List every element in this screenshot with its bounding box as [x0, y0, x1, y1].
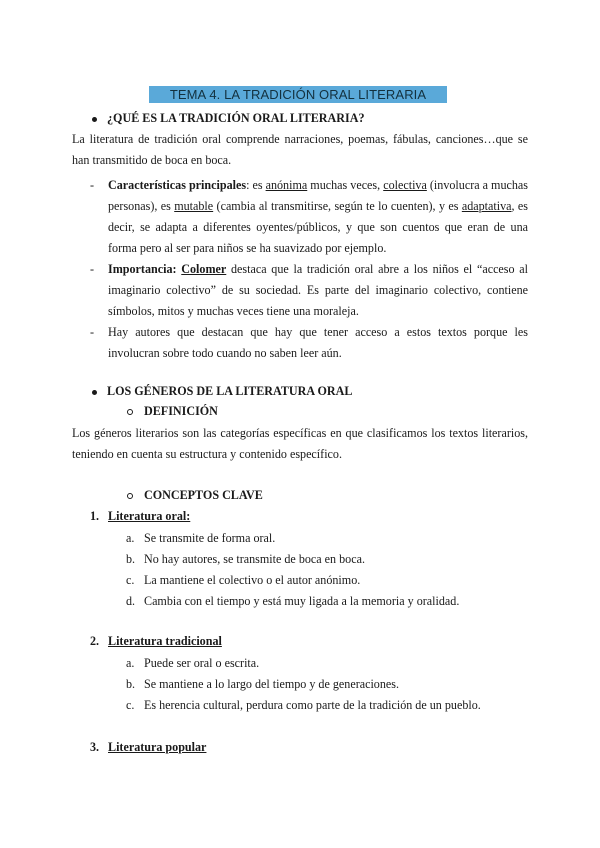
- text-fragment: destaca que la tradición oral abre a los niños el “acceso al: [226, 262, 529, 276]
- intro-line-2: han transmitido de boca en boca.: [72, 153, 232, 167]
- importancia-label: Importancia:: [108, 262, 177, 276]
- importancia-line-2: imaginario colectivo” de su sociedad. Es parte del imaginario colectivo, contiene: [108, 283, 528, 297]
- sub-bullet-circle: [127, 409, 133, 415]
- concept-title-literatura-oral: Literatura oral:: [108, 509, 191, 523]
- page-title: TEMA 4. LA TRADICIÓN ORAL LITERARIA: [149, 86, 447, 103]
- text-fragment: personas), es: [108, 199, 175, 213]
- term-mutable: mutable: [174, 199, 214, 213]
- list-dash: -: [90, 262, 95, 276]
- point-text: Cambia con el tiempo y está muy ligada a la memoria y oralidad.: [144, 594, 460, 608]
- bullet-dot: [92, 117, 97, 122]
- point-letter: b.: [126, 677, 136, 691]
- point-letter: c.: [126, 698, 135, 712]
- concept-title-literatura-popular: Literatura popular: [108, 740, 207, 754]
- term-adaptativa: adaptativa: [461, 199, 512, 213]
- importancia-line-3: símbolos, mitos y muchas veces tiene una moraleja.: [108, 304, 359, 318]
- bullet-dot: [92, 390, 97, 395]
- point-text: La mantiene el colectivo o el autor anónimo.: [144, 573, 361, 587]
- concept-number: 2.: [90, 634, 100, 648]
- section-heading-tradicion: ¿QUÉ ES LA TRADICIÓN ORAL LITERARIA?: [107, 111, 365, 125]
- point-text: Es herencia cultural, perdura como parte de la tradición de un pueblo.: [144, 698, 481, 712]
- text-fragment: (cambia al transmitirse, según te lo cuenten), y es: [213, 199, 462, 213]
- subheading-definicion: DEFINICIÓN: [144, 404, 218, 418]
- term-anonima: anónima: [265, 178, 308, 192]
- concept-number: 1.: [90, 509, 100, 523]
- subheading-conceptos-clave: CONCEPTOS CLAVE: [144, 488, 263, 502]
- caracteristicas-line-4: forma pero al ser para niños se ha suavizado por ejemplo.: [108, 241, 387, 255]
- point-text: Se mantiene a lo largo del tiempo y de generaciones.: [144, 677, 400, 691]
- text-fragment: , es: [511, 199, 529, 213]
- text-fragment: : es: [246, 178, 266, 192]
- caracteristicas-line-3: decir, se adapta a diferentes oyentes/públicos, y que son cuentos que eran de una: [108, 220, 528, 234]
- definition-line-1: Los géneros literarios son las categorías específicas en que clasificamos los textos literarios,: [72, 426, 528, 440]
- sub-bullet-circle: [127, 493, 133, 499]
- text-fragment: (involucra a muchas: [426, 178, 528, 192]
- section-heading-generos: LOS GÉNEROS DE LA LITERATURA ORAL: [107, 384, 353, 398]
- concept-title-literatura-tradicional: Literatura tradicional: [108, 634, 222, 648]
- point-text: No hay autores, se transmite de boca en boca.: [144, 552, 365, 566]
- point-letter: a.: [126, 531, 135, 545]
- point-letter: d.: [126, 594, 136, 608]
- text-fragment: muchas veces,: [307, 178, 384, 192]
- intro-line-1: La literatura de tradición oral comprende narraciones, poemas, fábulas, canciones…que se: [72, 132, 528, 146]
- concept-number: 3.: [90, 740, 100, 754]
- importancia-line-1: [108, 262, 528, 277]
- author-colomer: Colomer: [181, 262, 227, 276]
- point-letter: c.: [126, 573, 135, 587]
- point-text: Se transmite de forma oral.: [144, 531, 276, 545]
- point-text: Puede ser oral o escrita.: [144, 656, 260, 670]
- caracteristicas-line-1: [108, 178, 528, 193]
- autores-line-2: involucran sobre todo cuando no saben leer aún.: [108, 346, 342, 360]
- term-colectiva: colectiva: [383, 178, 427, 192]
- definition-line-2: teniendo en cuenta su estructura y contenido específico.: [72, 447, 342, 461]
- caracteristicas-line-2: [108, 199, 528, 214]
- caracteristicas-label: Características principales: [108, 178, 247, 192]
- list-dash: -: [90, 178, 95, 192]
- list-dash: -: [90, 325, 95, 339]
- point-letter: a.: [126, 656, 135, 670]
- point-letter: b.: [126, 552, 136, 566]
- autores-line-1: Hay autores que destacan que hay que tener acceso a estos textos porque les: [108, 325, 528, 339]
